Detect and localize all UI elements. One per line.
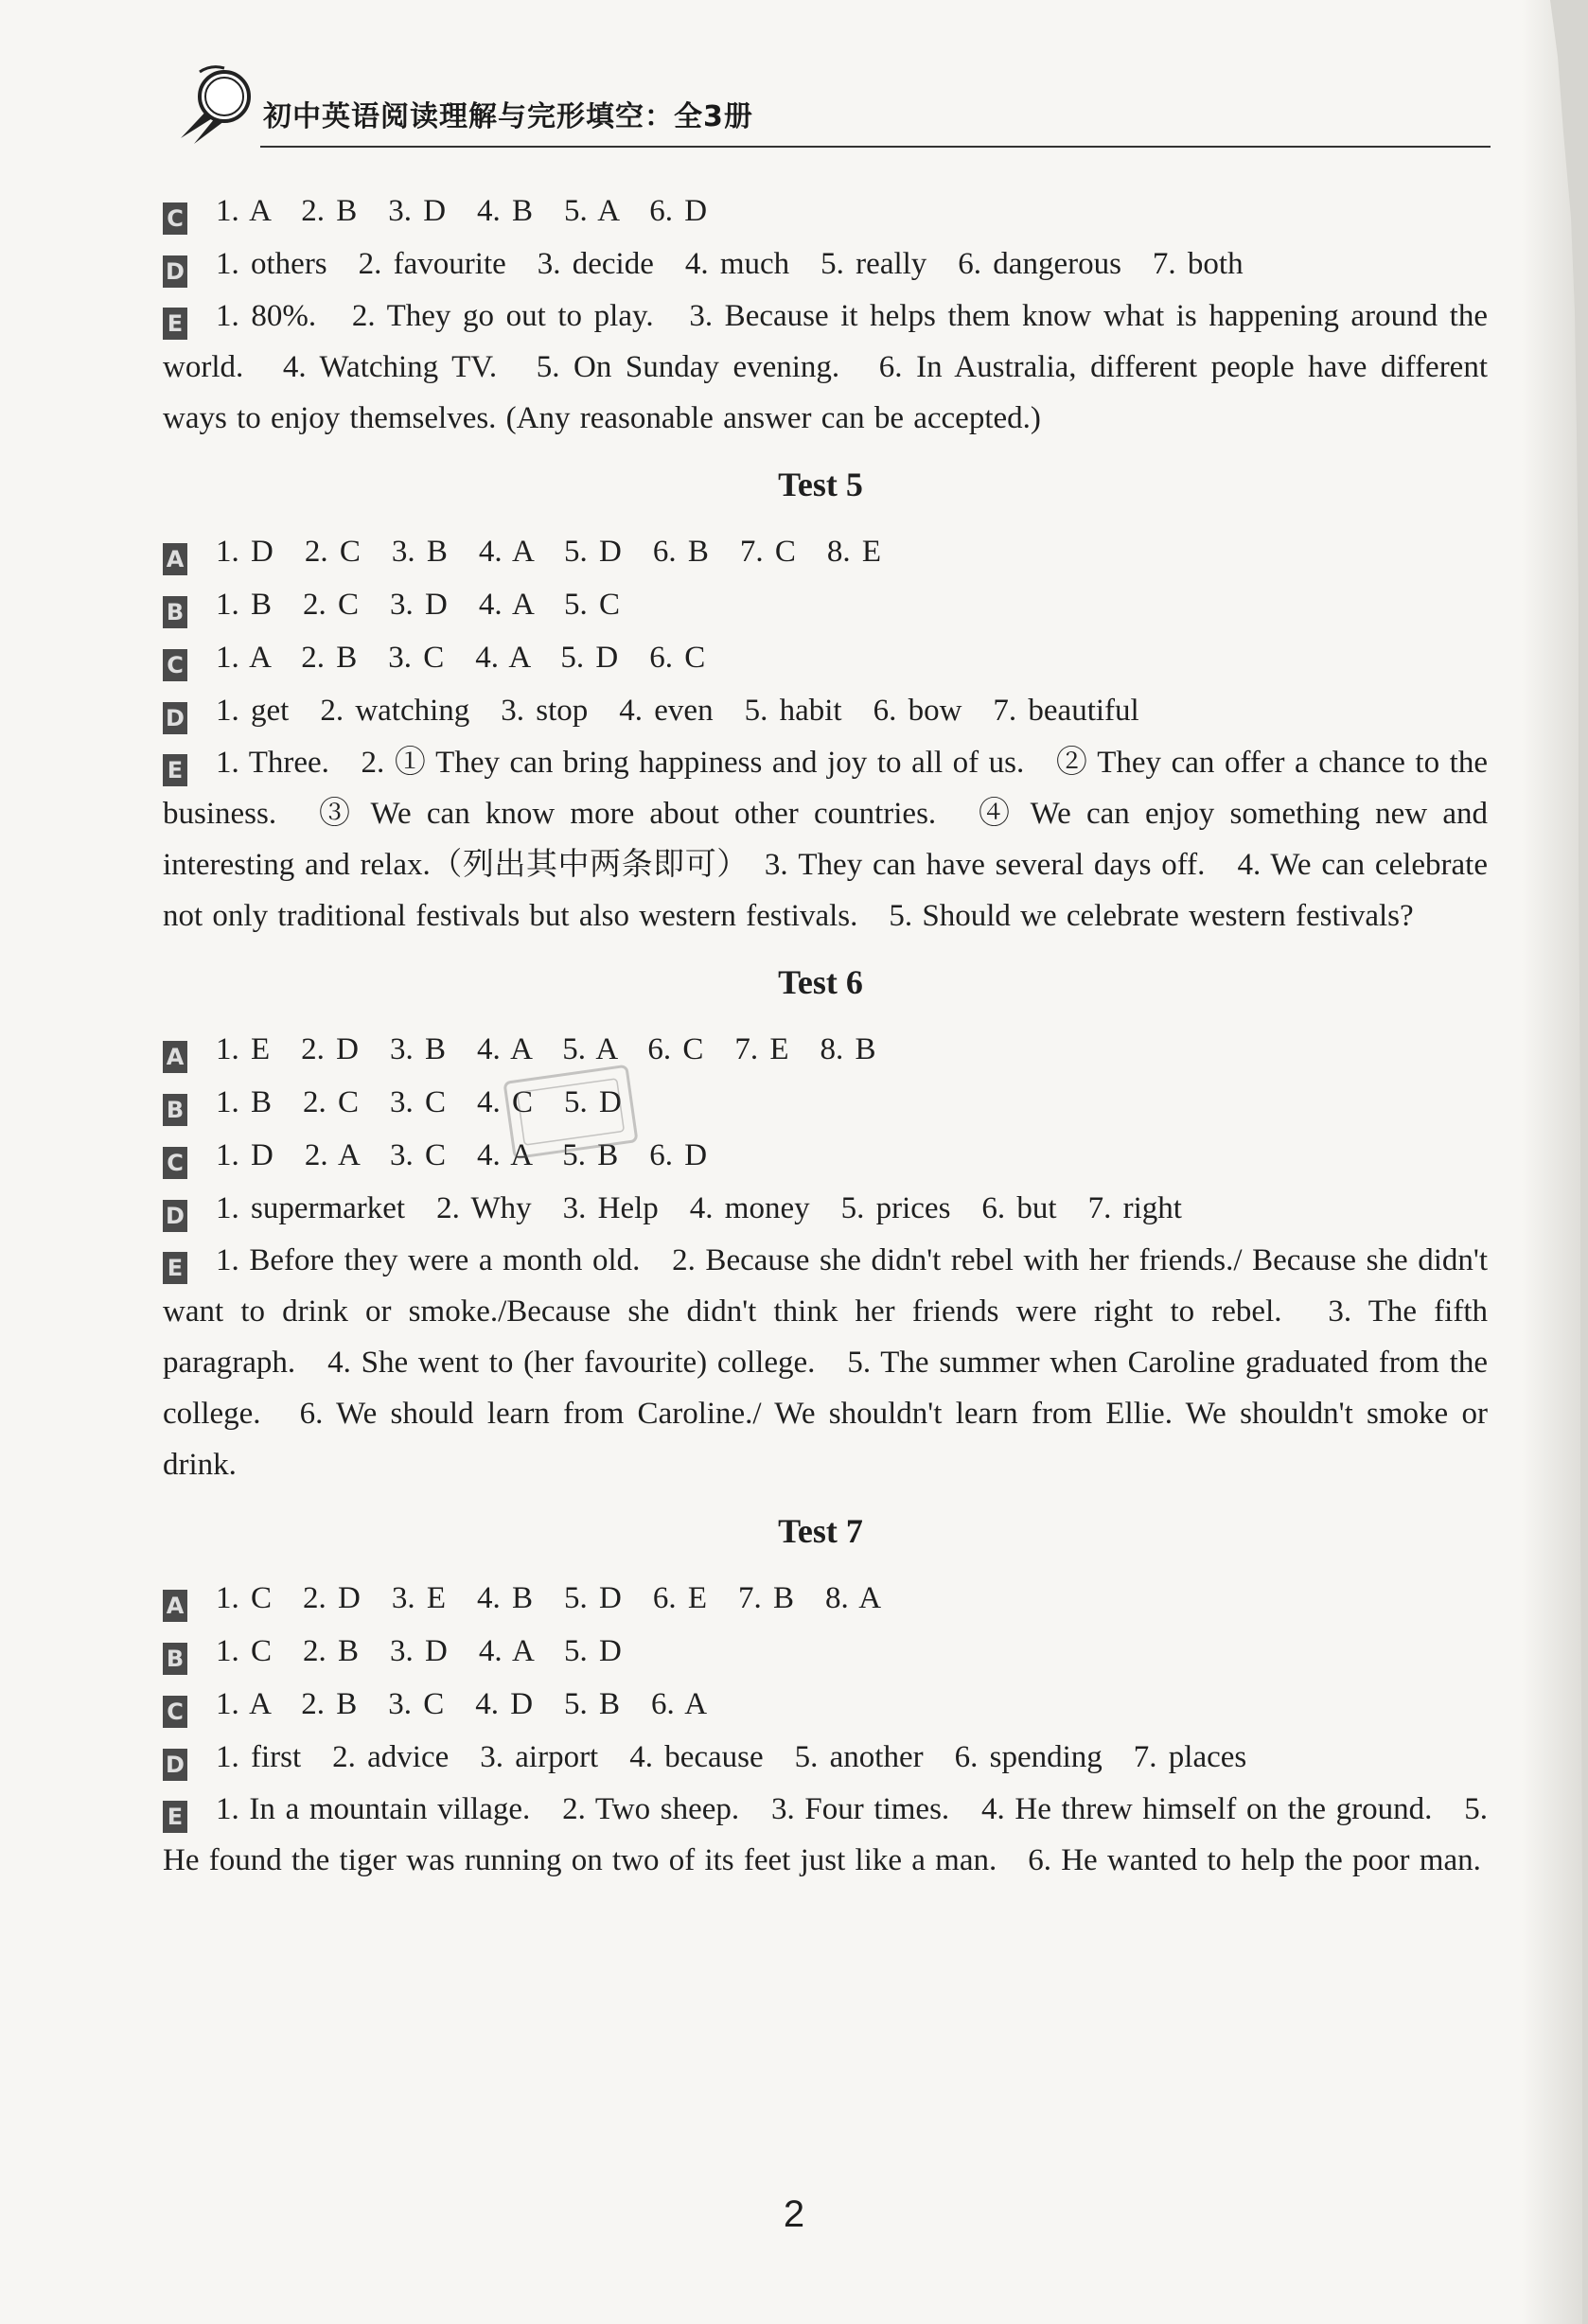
answer-paragraph bbox=[163, 290, 1488, 444]
answer-text: 1. Three. 2. ① They can bring happiness and joy to all of us. ② They can offer a chance to the business. ③ We can know more about other countries. ④ We can enjoy something new and interesting and relax.（列出其中两条即可） 3. They can have several days off. 4. We can celebrate not only traditional festivals but also western festivals. 5. Should we celebrate western festivals? bbox=[163, 746, 1488, 933]
answer-line bbox=[163, 1731, 1488, 1784]
best-choice-ribbon-logo bbox=[162, 62, 266, 148]
answer-line bbox=[163, 525, 1488, 578]
answer-line bbox=[163, 1182, 1488, 1235]
section-tag: E bbox=[163, 754, 187, 786]
answer-key-content bbox=[163, 185, 1488, 1886]
section-tag: A bbox=[163, 543, 187, 575]
section-tag: B bbox=[163, 1094, 187, 1126]
section-tag: A bbox=[163, 1590, 187, 1622]
section-tag: D bbox=[163, 702, 187, 734]
section-tag: D bbox=[163, 255, 187, 288]
answer-text: 1. A 2. B 3. C 4. D 5. B 6. A bbox=[216, 1687, 708, 1721]
answer-text: 1. supermarket 2. Why 3. Help 4. money 5. prices 6. but 7. right bbox=[216, 1191, 1182, 1225]
torn-edge-shape bbox=[1522, 0, 1588, 2324]
answer-line bbox=[163, 684, 1488, 737]
answer-paragraph bbox=[163, 1784, 1488, 1886]
page-number: 2 bbox=[783, 2193, 805, 2235]
series-title: 初中英语阅读理解与完形填空：全3册 bbox=[263, 100, 753, 133]
section-tag: D bbox=[163, 1200, 187, 1232]
section-tag: E bbox=[163, 1801, 187, 1833]
answer-text: 1. Before they were a month old. 2. Because she didn't rebel with her friends./ Because she didn't want to drink or smoke./Because she didn't think her friends were right to rebel. 3. The fifth paragraph. 4. She went to (her favourite) college. 5. The summer when Caroline graduated from the college. 6. We should learn from Caroline./ We shouldn't learn from Ellie. We shouldn't smoke or drink. bbox=[163, 1243, 1488, 1482]
answer-line bbox=[163, 185, 1488, 238]
section-tag: D bbox=[163, 1749, 187, 1781]
answer-text: 1. A 2. B 3. C 4. A 5. D 6. C bbox=[216, 641, 706, 675]
answer-paragraph bbox=[163, 737, 1488, 942]
section-tag: B bbox=[163, 596, 187, 628]
section-tag: E bbox=[163, 1252, 187, 1284]
answer-text: 1. D 2. A 3. C 4. A 5. B 6. D bbox=[216, 1138, 708, 1172]
answer-text: 1. first 2. advice 3. airport 4. because 5. another 6. spending 7. places bbox=[216, 1740, 1247, 1774]
section-tag: E bbox=[163, 308, 187, 340]
test-title: Test 6 bbox=[778, 963, 863, 1001]
answer-text: 1. get 2. watching 3. stop 4. even 5. habit 6. bow 7. beautiful bbox=[216, 694, 1139, 728]
section-tag: C bbox=[163, 202, 187, 235]
answer-line bbox=[163, 238, 1488, 290]
section-tag: C bbox=[163, 1147, 187, 1179]
answer-line bbox=[163, 1572, 1488, 1625]
answer-text: 1. B 2. C 3. C 4. C 5. D bbox=[216, 1085, 622, 1119]
answer-text: 1. B 2. C 3. D 4. A 5. C bbox=[216, 588, 621, 622]
answer-paragraph bbox=[163, 1235, 1488, 1490]
answer-line bbox=[163, 1076, 1488, 1129]
answer-line bbox=[163, 578, 1488, 631]
answer-text: 1. others 2. favourite 3. decide 4. much 5. really 6. dangerous 7. both bbox=[216, 247, 1244, 281]
answer-line bbox=[163, 631, 1488, 684]
section-tag: C bbox=[163, 1696, 187, 1728]
answer-text: 1. C 2. B 3. D 4. A 5. D bbox=[216, 1634, 622, 1668]
torn-page-edge bbox=[1522, 0, 1588, 2324]
answer-line bbox=[163, 1023, 1488, 1076]
section-tag: C bbox=[163, 649, 187, 681]
page-header bbox=[156, 49, 1491, 153]
test-title: Test 7 bbox=[778, 1512, 863, 1550]
section-tag: A bbox=[163, 1041, 187, 1073]
section-tag: B bbox=[163, 1643, 187, 1675]
test-title: Test 5 bbox=[778, 466, 863, 503]
answer-line bbox=[163, 1678, 1488, 1731]
header-rule bbox=[260, 146, 1491, 148]
answer-text: 1. In a mountain village. 2. Two sheep. 3. Four times. 4. He threw himself on the ground. 5. He found the tiger was running on two of its feet just like a man. 6. He wanted to help the poor man. bbox=[163, 1792, 1488, 1877]
answer-text: 1. E 2. D 3. B 4. A 5. A 6. C 7. E 8. B bbox=[216, 1032, 876, 1066]
answer-line bbox=[163, 1129, 1488, 1182]
answer-text: 1. A 2. B 3. D 4. B 5. A 6. D bbox=[216, 194, 708, 228]
answer-line bbox=[163, 1625, 1488, 1678]
answer-text: 1. D 2. C 3. B 4. A 5. D 6. B 7. C 8. E bbox=[216, 535, 882, 569]
answer-text: 1. 80%. 2. They go out to play. 3. Because it helps them know what is happening around the world. 4. Watching TV. 5. On Sunday evening. 6. In Australia, different people have different ways to enjoy themselves. (Any reasonable answer can be accepted.) bbox=[163, 299, 1488, 435]
homework-stamp-icon bbox=[500, 1065, 651, 1169]
answer-text: 1. C 2. D 3. E 4. B 5. D 6. E 7. B 8. A bbox=[216, 1581, 882, 1615]
